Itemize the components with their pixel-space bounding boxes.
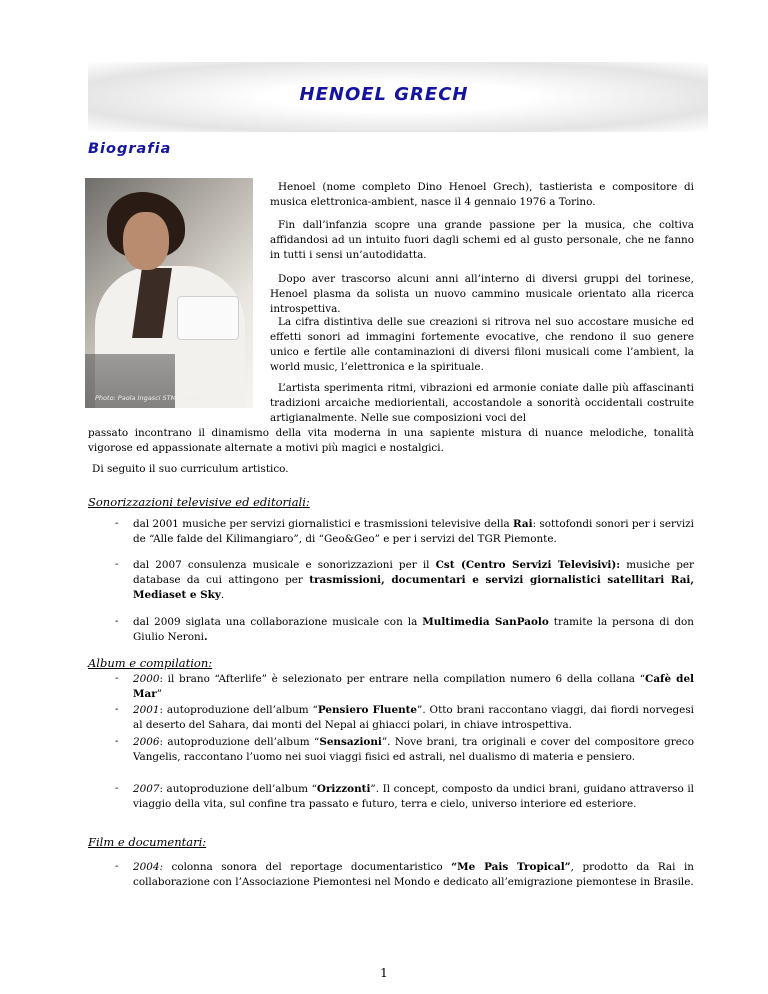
artist-photo [85, 178, 253, 408]
list-item: 2001: autoproduzione dell’album “Pensiero Fluente”. Otto brani raccontano viaggi, dai fiordi norvegesi al deserto del Sahara, dai monti del Nepal ai ghiacci polari, in chiave introspettiva. [133, 704, 694, 731]
list-item: dal 2001 musiche per servizi giornalistici e trasmissioni televisive della Rai: sottofondi sonori per i servizi de “Alle falde del Kilimangiaro”, di “Geo&Geo” e per i servizi del TGR Piemonte. [133, 518, 694, 545]
list-bullet: - [115, 558, 119, 570]
bio-paragraph-5: L’artista sperimenta ritmi, vibrazioni ed armonie coniate dalle più affascinanti tradizioni arcaiche mediorientali, accostandole a sonorità occidentali costruite artigianalmente. Nelle sue composizioni voci del [270, 382, 694, 424]
list-item: 2007: autoproduzione dell’album “Orizzonti”. Il concept, composto da undici brani, guidano attraverso il viaggio della vita, sul confine tra passato e futuro, terra e cielo, universo interiore ed esteriore. [133, 783, 694, 810]
photo-face [123, 212, 169, 270]
page-title: HENOEL GRECH [299, 84, 469, 105]
list-bullet: - [115, 703, 119, 715]
bio-paragraph-3: Dopo aver trascorso alcuni anni all’interno di diversi gruppi del torinese, Henoel plasma da solista un nuovo cammino musicale orientato alla ricerca introspettiva. [270, 273, 694, 315]
list-bullet: - [115, 860, 119, 872]
photo-credit: Photo: Paola Ingasci STM Studio [95, 394, 199, 402]
biography-heading: Biografia [88, 141, 172, 157]
list-bullet: - [115, 672, 119, 684]
bio-paragraph-6: Di seguito il suo curriculum artistico. [92, 463, 289, 475]
list-bullet: - [115, 615, 119, 627]
bio-paragraph-4: La cifra distintiva delle sue creazioni si ritrova nel suo accostare musiche ed effetti sonori ad immagini fortemente evocative, che rendono il suo genere unico e fertile alle contaminazioni di diversi filoni musicali come l’ambient, la world music, l’elettronica e la spirituale. [270, 316, 694, 373]
list-item: 2000: il brano “Afterlife” è selezionato per entrare nella compilation numero 6 della collana “Cafè del Mar” [133, 673, 694, 700]
section-heading-film: Film e documentari: [88, 835, 207, 849]
page-number: 1 [380, 966, 388, 980]
list-item: 2004: colonna sonora del reportage documentaristico “Me Pais Tropical”, prodotto da Rai in collaborazione con l’Associazione Piemontesi nel Mondo e dedicato all’emigrazione piemontese in Brasile. [133, 861, 694, 888]
photo-laptop [177, 296, 239, 340]
list-item: dal 2009 siglata una collaborazione musicale con la Multimedia SanPaolo tramite la persona di don Giulio Neroni. [133, 616, 694, 643]
bio-paragraph-5-continued: passato incontrano il dinamismo della vita moderna in una sapiente mistura di nuance melodiche, tonalità vigorose ed appassionate alternate a motivi più magici e nostalgici. [88, 427, 694, 454]
list-bullet: - [115, 735, 119, 747]
list-bullet: - [115, 517, 119, 529]
list-item: 2006: autoproduzione dell’album “Sensazioni”. Nove brani, tra originali e cover del compositore greco Vangelis, raccontano l’uomo nei suoi viaggi fisici ed astrali, nel dualismo di materia e pensiero. [133, 736, 694, 763]
bio-paragraph-1: Henoel (nome completo Dino Henoel Grech), tastierista e compositore di musica elettronica-ambient, nasce il 4 gennaio 1976 a Torino. [270, 181, 694, 208]
section-heading-album: Album e compilation: [88, 656, 213, 670]
list-bullet: - [115, 782, 119, 794]
bio-paragraph-2: Fin dall’infanzia scopre una grande passione per la musica, che coltiva affidandosi ad un intuito fuori dagli schemi ed al gusto personale, che ne fanno in tutti i sensi un’autodidatta. [270, 219, 694, 261]
section-heading-tv: Sonorizzazioni televisive ed editoriali: [88, 495, 310, 509]
list-item: dal 2007 consulenza musicale e sonorizzazioni per il Cst (Centro Servizi Televisivi): musiche per database da cui attingono per trasmissioni, documentari e servizi giornalistici satellitari Rai, Mediaset e Sky. [133, 559, 695, 601]
